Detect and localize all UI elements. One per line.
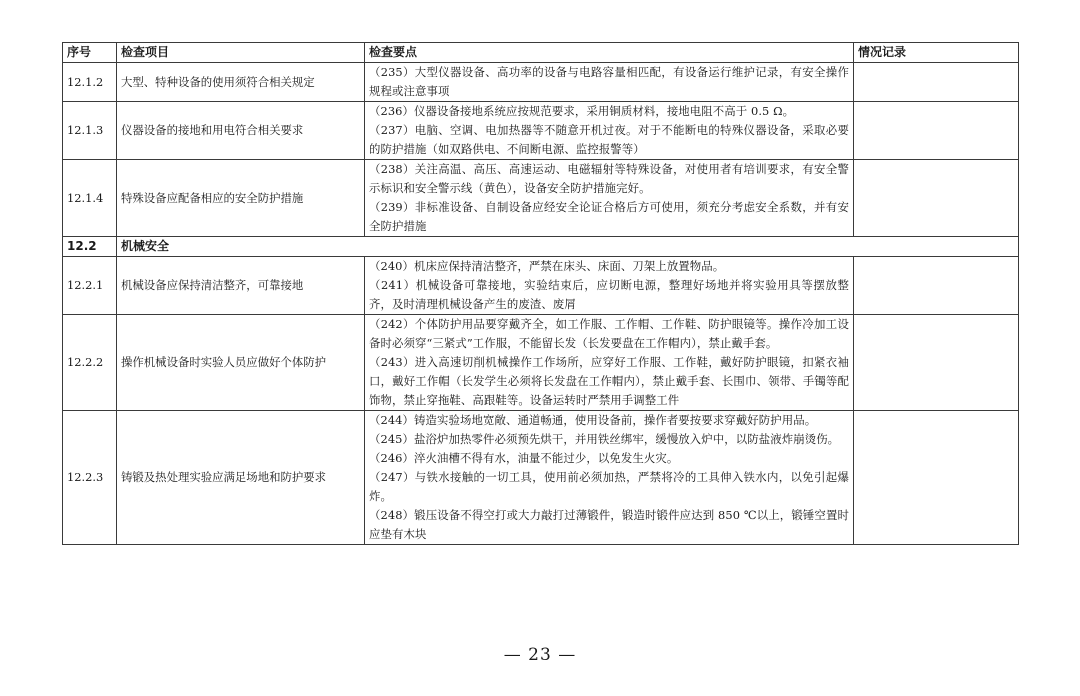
row-no: 12.1.2	[63, 63, 117, 102]
row-record	[854, 160, 1019, 237]
row-record	[854, 63, 1019, 102]
table-row	[63, 102, 1019, 160]
row-points	[365, 63, 854, 102]
row-item: 大型、特种设备的使用须符合相关规定	[117, 63, 365, 102]
row-no: 12.1.4	[63, 160, 117, 237]
page-number: — 23 —	[503, 645, 577, 665]
point-text: （242）个体防护用品要穿戴齐全，如工作服、工作帽、工作鞋、防护眼镜等。操作冷加工设备时必须穿“三紧式”工作服，不能留长发（长发要盘在工作帽内），禁止戴手套。	[369, 317, 849, 350]
point-text: （248）锻压设备不得空打或大力敲打过薄锻件，锻造时锻件应达到 850 ℃以上，锻锤空置时应垫有木块	[369, 508, 849, 541]
row-record	[854, 102, 1019, 160]
table-row	[63, 257, 1019, 315]
table-row	[63, 63, 1019, 102]
table-row	[63, 160, 1019, 237]
point-text: （241）机械设备可靠接地，实验结束后，应切断电源，整理好场地并将实验用具等摆放整齐，及时清理机械设备产生的废渣、废屑	[369, 278, 849, 311]
row-points	[365, 257, 854, 315]
row-points	[365, 102, 854, 160]
row-points	[365, 411, 854, 545]
inspection-table	[62, 42, 1019, 545]
table-row	[63, 411, 1019, 545]
row-points	[365, 315, 854, 411]
row-no: 12.2.3	[63, 411, 117, 545]
row-item: 操作机械设备时实验人员应做好个体防护	[117, 315, 365, 411]
row-item: 特殊设备应配备相应的安全防护措施	[117, 160, 365, 237]
row-no: 12.1.3	[63, 102, 117, 160]
header-points: 检查要点	[365, 43, 854, 63]
point-text: （245）盐浴炉加热零件必须预先烘干，并用铁丝绑牢，缓慢放入炉中，以防盐液炸崩烫伤。	[369, 432, 840, 446]
point-text: （238）关注高温、高压、高速运动、电磁辐射等特殊设备，对使用者有培训要求，有安全警示标识和安全警示线（黄色），设备安全防护措施完好。	[369, 162, 849, 195]
document-page	[62, 42, 1018, 545]
row-item: 仪器设备的接地和用电符合相关要求	[117, 102, 365, 160]
header-record: 情况记录	[854, 43, 1019, 63]
point-text: （235）大型仪器设备、高功率的设备与电路容量相匹配，有设备运行维护记录，有安全操作规程或注意事项	[369, 65, 849, 98]
section-row	[63, 237, 1019, 257]
point-text: （236）仪器设备接地系统应按规范要求，采用铜质材料，接地电阻不高于 0.5 Ω。	[369, 104, 795, 118]
point-text: （239）非标准设备、自制设备应经安全论证合格后方可使用，须充分考虑安全系数，并有安全防护措施	[369, 200, 849, 233]
row-points	[365, 160, 854, 237]
row-record	[854, 315, 1019, 411]
point-text: （246）淬火油槽不得有水，油量不能过少，以免发生火灾。	[369, 451, 679, 465]
section-no: 12.2	[63, 237, 117, 257]
row-no: 12.2.1	[63, 257, 117, 315]
header-item: 检查项目	[117, 43, 365, 63]
point-text: （237）电脑、空调、电加热器等不随意开机过夜。对于不能断电的特殊仪器设备，采取必要的防护措施（如双路供电、不间断电源、监控报警等）	[369, 123, 849, 156]
point-text: （243）进入高速切削机械操作工作场所，应穿好工作服、工作鞋，戴好防护眼镜，扣紧衣袖口，戴好工作帽（长发学生必须将长发盘在工作帽内），禁止戴手套、长围巾、领带、手镯等配饰物，禁止穿拖鞋、高跟鞋等。设备运转时严禁用手调整工件	[369, 355, 849, 407]
row-item: 机械设备应保持清洁整齐，可靠接地	[117, 257, 365, 315]
point-text: （247）与铁水接触的一切工具，使用前必须加热，严禁将冷的工具伸入铁水内，以免引起爆炸。	[369, 470, 849, 503]
row-item: 铸锻及热处理实验应满足场地和防护要求	[117, 411, 365, 545]
row-no: 12.2.2	[63, 315, 117, 411]
row-record	[854, 411, 1019, 545]
table-row	[63, 315, 1019, 411]
table-header-row	[63, 43, 1019, 63]
point-text: （244）铸造实验场地宽敞、通道畅通，使用设备前，操作者要按要求穿戴好防护用品。	[369, 413, 817, 427]
row-record	[854, 257, 1019, 315]
section-title: 机械安全	[117, 237, 1019, 257]
point-text: （240）机床应保持清洁整齐，严禁在床头、床面、刀架上放置物品。	[369, 259, 725, 273]
header-no: 序号	[63, 43, 117, 63]
